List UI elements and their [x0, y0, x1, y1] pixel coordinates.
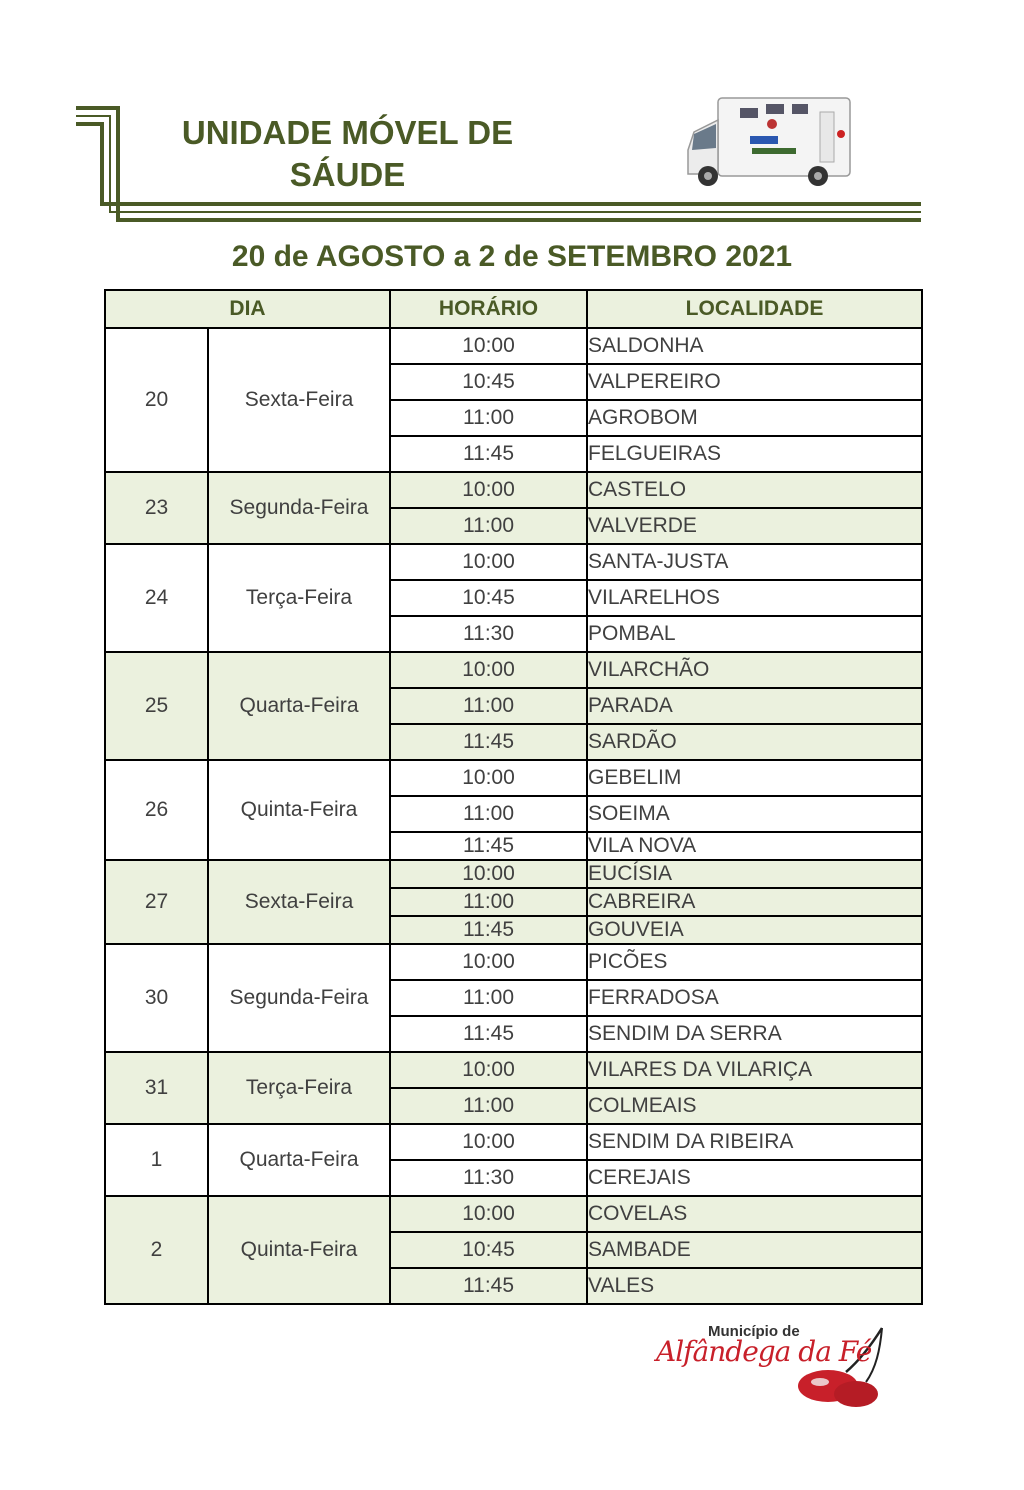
locality-cell: GOUVEIA: [587, 916, 922, 944]
time-cell: 11:00: [390, 888, 587, 916]
table-header-row: [105, 290, 922, 328]
locality-cell: PARADA: [587, 688, 922, 724]
locality-cell: SARDÃO: [587, 724, 922, 760]
table-row: [105, 760, 922, 796]
day-number-cell: 26: [105, 760, 208, 860]
logo-municipio-label: Município de: [708, 1323, 800, 1340]
time-cell: 11:00: [390, 980, 587, 1016]
header-localidade: LOCALIDADE: [587, 290, 922, 328]
locality-cell: VILARES DA VILARIÇA: [587, 1052, 922, 1088]
locality-cell: COLMEAIS: [587, 1088, 922, 1124]
time-cell: 11:45: [390, 724, 587, 760]
time-cell: 10:45: [390, 364, 587, 400]
weekday-cell: Quinta-Feira: [208, 1196, 390, 1304]
time-cell: 11:45: [390, 916, 587, 944]
schedule-table: [104, 289, 923, 1305]
locality-cell: EUCÍSIA: [587, 860, 922, 888]
time-cell: 10:00: [390, 944, 587, 980]
schedule-body: [105, 328, 922, 1304]
day-number-cell: 1: [105, 1124, 208, 1196]
time-cell: 11:45: [390, 436, 587, 472]
header-horario: HORÁRIO: [390, 290, 587, 328]
weekday-cell: Quarta-Feira: [208, 652, 390, 760]
table-row: [105, 1124, 922, 1160]
day-number-cell: 31: [105, 1052, 208, 1124]
locality-cell: PICÕES: [587, 944, 922, 980]
locality-cell: SAMBADE: [587, 1232, 922, 1268]
logo-town-name: Alfândega da Fé: [656, 1335, 872, 1368]
table-row: [105, 944, 922, 980]
time-cell: 10:00: [390, 328, 587, 364]
day-number-cell: 23: [105, 472, 208, 544]
time-cell: 10:00: [390, 860, 587, 888]
time-cell: 11:45: [390, 1268, 587, 1304]
time-cell: 11:00: [390, 688, 587, 724]
locality-cell: SOEIMA: [587, 796, 922, 832]
locality-cell: VILA NOVA: [587, 832, 922, 860]
locality-cell: CABREIRA: [587, 888, 922, 916]
mobile-health-van-icon: [680, 90, 858, 194]
time-cell: 10:00: [390, 1124, 587, 1160]
locality-cell: VILARELHOS: [587, 580, 922, 616]
weekday-cell: Segunda-Feira: [208, 944, 390, 1052]
table-row: [105, 544, 922, 580]
table-row: [105, 1196, 922, 1232]
time-cell: 10:00: [390, 760, 587, 796]
day-number-cell: 24: [105, 544, 208, 652]
time-cell: 11:00: [390, 400, 587, 436]
header-dia: DIA: [105, 290, 390, 328]
locality-cell: VALVERDE: [587, 508, 922, 544]
title-line-1: UNIDADE MÓVEL DE: [181, 114, 514, 151]
table-row: [105, 472, 922, 508]
locality-cell: FELGUEIRAS: [587, 436, 922, 472]
time-cell: 10:00: [390, 472, 587, 508]
locality-cell: FERRADOSA: [587, 980, 922, 1016]
time-cell: 10:00: [390, 1196, 587, 1232]
table-row: [105, 328, 922, 364]
locality-cell: CEREJAIS: [587, 1160, 922, 1196]
table-row: [105, 1052, 922, 1088]
weekday-cell: Terça-Feira: [208, 1052, 390, 1124]
locality-cell: AGROBOM: [587, 400, 922, 436]
page-title: [150, 112, 545, 196]
locality-cell: SALDONHA: [587, 328, 922, 364]
locality-cell: POMBAL: [587, 616, 922, 652]
locality-cell: VALES: [587, 1268, 922, 1304]
day-number-cell: 20: [105, 328, 208, 472]
weekday-cell: Quarta-Feira: [208, 1124, 390, 1196]
weekday-cell: Quinta-Feira: [208, 760, 390, 860]
day-number-cell: 25: [105, 652, 208, 760]
weekday-cell: Segunda-Feira: [208, 472, 390, 544]
locality-cell: SANTA-JUSTA: [587, 544, 922, 580]
locality-cell: COVELAS: [587, 1196, 922, 1232]
weekday-cell: Sexta-Feira: [208, 328, 390, 472]
time-cell: 10:45: [390, 580, 587, 616]
time-cell: 11:00: [390, 508, 587, 544]
day-number-cell: 27: [105, 860, 208, 944]
time-cell: 11:00: [390, 1088, 587, 1124]
time-cell: 10:00: [390, 1052, 587, 1088]
title-line-2: SÁUDE: [289, 156, 406, 193]
locality-cell: VALPEREIRO: [587, 364, 922, 400]
day-number-cell: 30: [105, 944, 208, 1052]
locality-cell: VILARCHÃO: [587, 652, 922, 688]
time-cell: 11:00: [390, 796, 587, 832]
time-cell: 10:00: [390, 652, 587, 688]
locality-cell: GEBELIM: [587, 760, 922, 796]
locality-cell: SENDIM DA SERRA: [587, 1016, 922, 1052]
time-cell: 11:45: [390, 832, 587, 860]
date-range-subtitle: 20 de AGOSTO a 2 de SETEMBRO 2021: [231, 240, 793, 273]
time-cell: 11:45: [390, 1016, 587, 1052]
time-cell: 10:00: [390, 544, 587, 580]
time-cell: 11:30: [390, 616, 587, 652]
weekday-cell: Sexta-Feira: [208, 860, 390, 944]
time-cell: 11:30: [390, 1160, 587, 1196]
table-row: [105, 652, 922, 688]
table-row: [105, 860, 922, 888]
locality-cell: CASTELO: [587, 472, 922, 508]
weekday-cell: Terça-Feira: [208, 544, 390, 652]
day-number-cell: 2: [105, 1196, 208, 1304]
locality-cell: SENDIM DA RIBEIRA: [587, 1124, 922, 1160]
time-cell: 10:45: [390, 1232, 587, 1268]
